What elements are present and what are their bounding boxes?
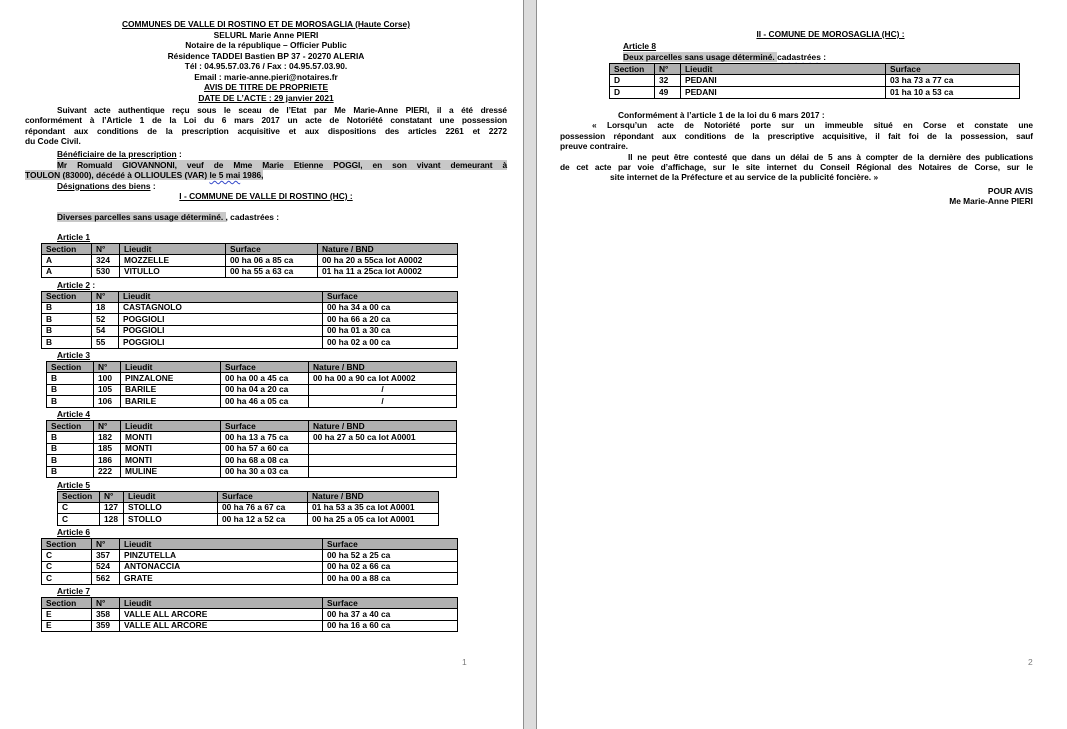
letterhead <box>25 19 507 103</box>
article-1-label: Article 1 <box>57 232 91 242</box>
beneficiaire-heading: Bénéficiaire de la prescription : <box>57 149 182 159</box>
intro-line: conformément à l’Article 1 de la Loi du 6 mars 2017 un acte de Notoriété constatant une possession <box>25 115 507 126</box>
page-2-number: 2 <box>1028 657 1033 667</box>
article-8-label: Article 8 <box>623 41 657 51</box>
commune-2-title: II - COMUNE DE MOROSAGLIA (HC) : <box>756 29 905 39</box>
legal-line: possession répondant aux conditions de la prescriptive acquisitive, il fait foi de la possession, sauf <box>560 130 1033 141</box>
article-8-table: Section N° Lieudit Surface D 32 PEDANI 03 ha 73 a 77 ca D 49 PEDANI 01 ha 10 a 53 ca <box>609 63 1020 99</box>
beneficiary-paragraph <box>25 160 507 181</box>
page-2 <box>537 0 1067 729</box>
spellcheck-underline: le 5 mai <box>209 169 241 180</box>
article-5-label: Article 5 <box>57 479 91 490</box>
article-1-section <box>25 232 507 278</box>
beneficiary-line: Mr Romuald GIOVANNONI, veuf de Mme Marie Etienne POGGI, en son vivant demeurant à <box>57 159 507 170</box>
letterhead-office: SELURL Marie Anne PIERI <box>213 29 319 40</box>
article-2-table: Section N° Lieudit Surface B 18 CASTAGNOLO 00 ha 34 a 00 ca B 52 POGGIOLI 00 ha 66 a 20 ca B 54 POGGIOLI 00 ha 01 a 30 ca B 55 POGGIOLI 00 ha 02 a 00 ca <box>41 291 458 349</box>
article-4-table: Section N° Lieudit Surface Nature / BND B 182 MONTI 00 ha 13 a 75 ca 00 ha 27 a 50 ca lot A0001 B 185 MONTI 00 ha 57 a 60 ca B 186 MONTI 00 ha 68 a 08 ca B 222 MULINE 00 ha 30 a 03 ca <box>46 420 457 478</box>
article-8-intro: Deux parcelles sans usage déterminé. cadastrées : <box>623 52 826 62</box>
commune-1-title: I - COMMUNE DE VALLE DI ROSTINO (HC) : <box>179 191 353 201</box>
letterhead-role: Notaire de la république – Officier Public <box>185 40 347 50</box>
article-5-table: Section N° Lieudit Surface Nature / BND C 127 STOLLO 00 ha 76 a 67 ca 01 ha 53 a 35 ca lot A0001 C 128 STOLLO 00 ha 12 a 52 ca 00 ha 25 a 05 ca lot A0001 <box>57 491 439 526</box>
article-3-table: Section N° Lieudit Surface Nature / BND B 100 PINZALONE 00 ha 00 a 45 ca 00 ha 00 a 90 ca lot A0002 B 105 BARILE 00 ha 04 a 20 ca / B 106 BARILE 00 ha 46 a 05 ca / <box>46 361 457 408</box>
article-8-section <box>560 63 1020 99</box>
letterhead-address: Résidence TADDEI Bastien BP 37 - 20270 ALERIA <box>167 50 365 61</box>
article-6-label: Article 6 <box>57 527 91 537</box>
article-7-section <box>25 586 507 632</box>
page-1 <box>0 0 523 729</box>
intro-paragraph <box>25 105 507 147</box>
article-7-table: Section N° Lieudit Surface E 358 VALLE ALL ARCORE 00 ha 37 a 40 ca E 359 VALLE ALL ARCORE 00 ha 16 a 60 ca <box>41 597 458 632</box>
legal-line: Conformément à l’article 1 de la loi du 6 mars 2017 : <box>618 110 825 120</box>
article-3-section <box>25 350 507 408</box>
article-2-section <box>25 280 507 349</box>
intro-line: Suivant acte authentique reçu sous le sceau de l’Etat par Me Marie-Anne PIERI, il a été dressé <box>57 105 507 115</box>
page-divider <box>523 0 537 729</box>
page-1-number: 1 <box>462 657 467 667</box>
designations-heading: Désignations des biens : <box>57 180 156 191</box>
article-3-label: Article 3 <box>57 350 91 360</box>
article-1-table: Section N° Lieudit Surface Nature / BND A 324 MOZZELLE 00 ha 06 a 85 ca 00 ha 20 a 55ca lot A0002 A 530 VITULLO 00 ha 55 a 63 ca 01 ha 11 a 25ca lot A0002 <box>41 243 458 278</box>
intro-line: répondant aux conditions de la prescription acquisitive et aux dispositions des articles 2261 et 2272 <box>25 125 507 136</box>
signature: Me Marie-Anne PIERI <box>949 196 1033 207</box>
letterhead-email: Email : marie-anne.pieri@notaires.fr <box>194 71 338 82</box>
letterhead-title: COMMUNES DE VALLE DI ROSTINO ET DE MOROSAGLIA (Haute Corse) <box>121 19 411 29</box>
letterhead-phone: Tél : 04.95.57.03.76 / Fax : 04.95.57.03.90. <box>184 61 348 71</box>
intro-line: du Code Civil. <box>25 136 81 147</box>
article-2-label: Article 2 : <box>57 279 96 290</box>
legal-line: preuve contraire. <box>560 141 628 152</box>
article-5-section <box>25 480 507 526</box>
article-6-section <box>25 527 507 585</box>
spellcheck-underline: cadastrées <box>777 52 821 62</box>
legal-paragraphs <box>560 110 1033 207</box>
legal-line: Il ne peut être contesté que dans un délai de 5 ans à compter de la dernière des publications <box>628 151 1033 162</box>
article-4-section <box>25 409 507 478</box>
article-6-table: Section N° Lieudit Surface C 357 PINZUTELLA 00 ha 52 a 25 ca C 524 ANTONACCIA 00 ha 02 a 66 ca C 562 GRATE 00 ha 00 a 88 ca <box>41 538 458 585</box>
notice-title: AVIS DE TITRE DE PROPRIETE <box>203 82 329 92</box>
pour-avis: POUR AVIS <box>987 185 1033 196</box>
act-date: DATE DE L’ACTE : 29 janvier 2021 <box>198 92 334 103</box>
articles-list <box>25 232 507 634</box>
legal-line: « Lorsqu’un acte de Notoriété porte sur un immeuble situé en Corse et constate une <box>592 120 1033 131</box>
beneficiary-line: TOULON (83000), décédé à OLLIOULES (VAR) le 5 mai 1986, <box>25 169 264 180</box>
legal-line: site internet de la Préfecture et au service de la publicité foncière. » <box>610 172 879 183</box>
legal-line: de cet acte par voie d’affichage, sur le site internet du Conseil Régional des Notaires de Corse, sur le <box>560 162 1033 173</box>
article-4-label: Article 4 <box>57 409 91 419</box>
diverses-line: Diverses parcelles sans usage déterminé. , cadastrées : <box>57 212 280 222</box>
article-7-label: Article 7 <box>57 586 91 596</box>
